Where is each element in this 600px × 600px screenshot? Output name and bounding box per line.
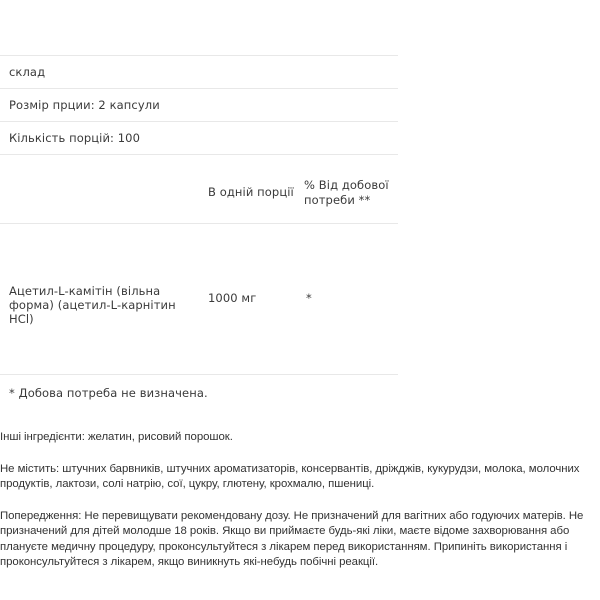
other-ingredients-paragraph: Інші інгредієнти: желатин, рисовий порошок. [0, 431, 233, 443]
panel-title-row [0, 56, 398, 88]
supplement-facts-panel [0, 0, 398, 400]
ingredient-name: Ацетил-L-камітін (вільна форма) (ацетил-L-карнітин HCl) [9, 284, 176, 326]
table-row [0, 224, 398, 374]
serving-size-label: Розмір прции: 2 капсули [9, 98, 160, 112]
product-details-text [0, 430, 600, 571]
servings-per-container-label: Кількість порцій: 100 [9, 131, 141, 145]
column-header-amount-per-serving: В одній порції [208, 185, 294, 199]
column-header-daily-value: % Від добової потреби ** [304, 178, 389, 207]
warning-paragraph: Попередження: Не перевищувати рекомендовану дозу. Не призначений для вагітних або годуючих матерів. Не призначений для дітей молодше 18 років. Якщо ви приймаєте будь-які ліки, маєте відоме захворювання або плануєте медичну процедуру, проконсультуйтеся з лікарем перед використанням. Припиніть використання і проконсультуйтеся з лікарем, якщо виникнуть які-небудь побічні реакції. [0, 509, 584, 568]
ingredient-daily-value: * [306, 291, 312, 305]
daily-value-footnote: * Добова потреба не визначена. [9, 386, 208, 400]
facts-table-header [0, 155, 398, 223]
page-title: склад [9, 65, 46, 79]
panel-top-spacer [0, 0, 398, 55]
serving-size-row [0, 89, 398, 121]
ingredient-amount: 1000 мг [208, 291, 257, 305]
free-from-paragraph: Не містить: штучних барвників, штучних ароматизаторів, консервантів, дріжджів, кукурудзи, молока, молочних продуктів, лактози, солі натрію, сої, цукру, глютену, крохмалю, пшениці. [0, 462, 580, 490]
servings-per-container-row [0, 122, 398, 154]
